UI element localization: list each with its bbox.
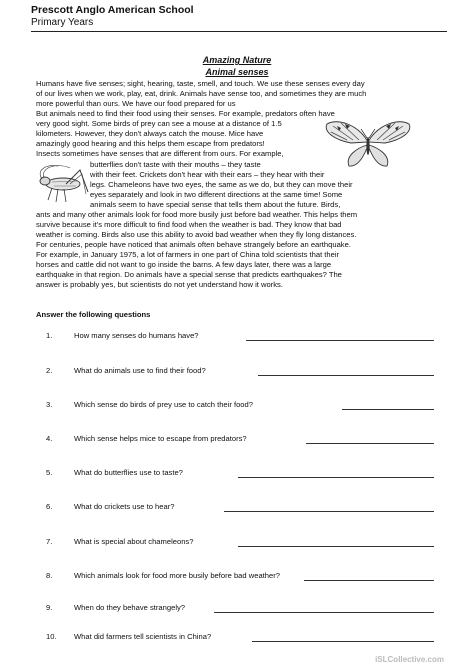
question-item	[36, 537, 446, 551]
question-number: 4.	[46, 434, 53, 443]
answer-line[interactable]	[342, 409, 434, 410]
text-line: Humans have five senses; sight, hearing, taste, smell, and touch. We use these senses every day	[36, 79, 365, 88]
question-text: Which sense do birds of prey use to catch their food?	[74, 400, 253, 409]
answer-line[interactable]	[246, 340, 434, 341]
question-item	[36, 468, 446, 482]
text-line: of our lives when we work, play, eat, drink. Animals have sense too, and sometimes they are much	[36, 89, 367, 99]
question-item	[36, 571, 446, 585]
text-line: horses and cattle did not want to go inside the barns. A few days later, there was a large	[36, 260, 332, 270]
question-item	[36, 434, 446, 448]
question-item	[36, 502, 446, 516]
question-text: What do crickets use to hear?	[74, 502, 175, 511]
question-text: What did farmers tell scientists in China?	[74, 632, 212, 641]
question-item	[36, 400, 446, 414]
question-number: 3.	[46, 400, 53, 409]
answer-line[interactable]	[304, 580, 434, 581]
question-item	[36, 603, 446, 617]
worksheet-title: Amazing Nature	[202, 55, 272, 65]
text-line: very good sight. Some birds of prey can see a mouse at a distance of 1.5	[36, 119, 282, 129]
question-item	[36, 331, 446, 345]
question-number: 1.	[46, 331, 53, 340]
text-line: eyes separately and look in two different directions at the same time! Some	[90, 190, 343, 200]
answer-line[interactable]	[306, 443, 434, 444]
text-line: survive because it's more difficult to find food when the weather is bad. They know that bad	[36, 220, 342, 230]
text-line: animals seem to have special sense that tells them about the future. Birds,	[90, 200, 341, 210]
answer-line[interactable]	[238, 477, 434, 478]
text-line: kilometers. However, they don't always catch the mouse. Mice have	[36, 129, 264, 139]
cricket-illustration	[36, 162, 90, 206]
question-text: Which sense helps mice to escape from predators?	[74, 434, 247, 443]
question-text: How many senses do humans have?	[74, 331, 199, 340]
text-line: weather is coming. Birds also use this ability to avoid bad weather when they fly long distances.	[36, 230, 357, 240]
text-line: more powerful than ours. We have our food prepared for us	[36, 99, 236, 109]
school-name: Prescott Anglo American School	[31, 4, 194, 16]
question-item	[36, 632, 446, 646]
question-text: When do they behave strangely?	[74, 603, 186, 612]
question-item	[36, 366, 446, 380]
reading-paragraph-3	[36, 210, 444, 290]
text-line: For centuries, people have noticed that animals often behave strangely before an earthquake.	[36, 240, 351, 250]
question-text: What do butterflies use to taste?	[74, 468, 183, 477]
answer-line[interactable]	[224, 511, 434, 512]
questions-heading: Answer the following questions	[36, 310, 151, 319]
text-line: For example, in January 1975, a lot of farmers in one part of China told scientists that their	[36, 250, 340, 260]
header-divider	[31, 31, 447, 32]
question-number: 8.	[46, 571, 53, 580]
text-line: earthquake in that region. Do animals have a special sense that predicts earthquakes? The	[36, 270, 342, 280]
text-line: with their feet. Crickets don't hear with their ears – they hear with their	[90, 170, 325, 180]
text-line: But animals need to find their food using their senses. For example, predators often have	[36, 109, 335, 119]
text-line: ants and many other animals look for food more busily just before bad weather. This helps them	[36, 210, 358, 219]
question-text: Which animals look for food more busily before bad weather?	[74, 571, 280, 580]
site-watermark: iSLCollective.com	[375, 655, 444, 664]
answer-line[interactable]	[252, 641, 434, 642]
answer-line[interactable]	[238, 546, 434, 547]
question-number: 5.	[46, 468, 53, 477]
question-number: 6.	[46, 502, 53, 511]
butterfly-illustration	[323, 118, 413, 170]
question-text: What is special about chameleons?	[74, 537, 194, 546]
text-line: legs. Chameleons have two eyes, the same as we do, but they can move their	[90, 180, 353, 190]
question-number: 7.	[46, 537, 53, 546]
answer-line[interactable]	[214, 612, 434, 613]
text-line: Insects sometimes have senses that are different from ours. For example,	[36, 149, 284, 159]
text-line: amazingly good hearing and this helps them escape from predators!	[36, 139, 265, 149]
text-line: butterflies don't taste with their mouths – they taste	[90, 160, 261, 169]
answer-line[interactable]	[258, 375, 434, 376]
question-number: 9.	[46, 603, 53, 612]
worksheet-subtitle: Animal senses	[205, 67, 269, 77]
text-line: answer is probably yes, but scientists do not yet understand how it works.	[36, 280, 283, 290]
question-number: 2.	[46, 366, 53, 375]
school-section: Primary Years	[31, 17, 94, 28]
question-number: 10.	[46, 632, 57, 641]
question-text: What do animals use to find their food?	[74, 366, 206, 375]
